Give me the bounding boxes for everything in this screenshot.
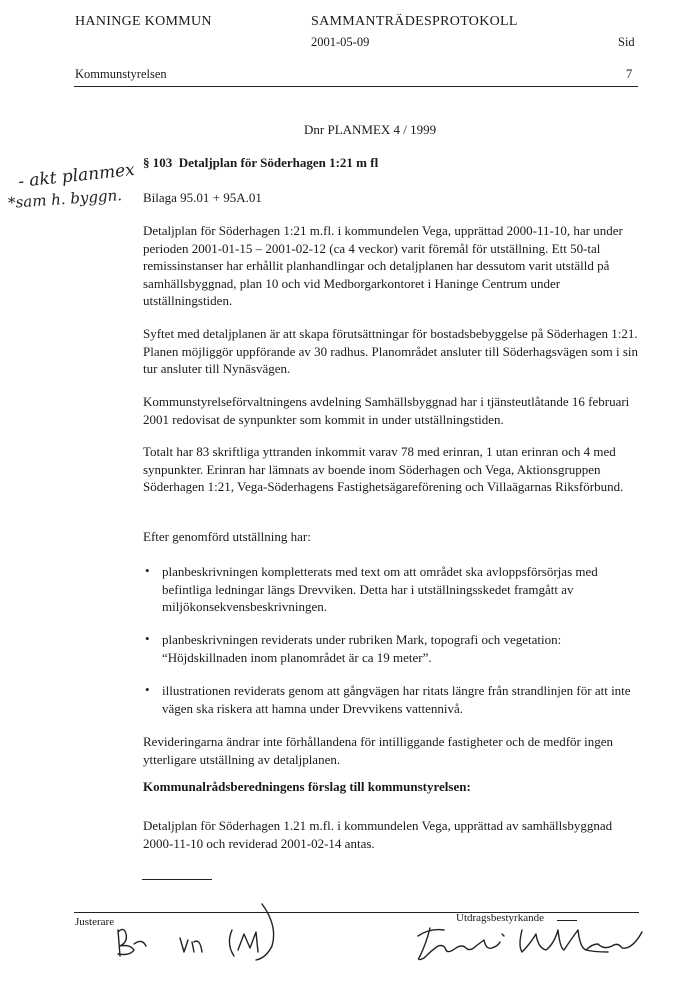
department: Kommunstyrelsen — [75, 67, 167, 81]
paragraph-5: Efter genomförd utställning har: — [143, 529, 311, 544]
proposal-text: Detaljplan för Söderhagen 1.21 m.fl. i kommundelen Vega, upprättad av samhällsbyggnad 2000-11-10 och reviderad 2001-02-14 antas. — [143, 818, 613, 851]
short-divider — [142, 879, 212, 880]
page-number: 7 — [626, 67, 633, 81]
case-reference: Dnr PLANMEX 4 / 1999 — [304, 122, 437, 137]
margin-note-1: - akt planmex — [17, 159, 136, 193]
proposal-heading: Kommunalrådsberedningens förslag till kommunstyrelsen: — [143, 779, 471, 794]
section-number: § 103 — [143, 155, 173, 170]
extract-label-dash — [557, 920, 577, 921]
page-label: Sid — [618, 35, 635, 49]
section-title: Detaljplan för Söderhagen 1:21 m fl — [178, 155, 379, 170]
bullet-dot: • — [145, 631, 150, 646]
paragraph-3: Kommunstyrelseförvaltningens avdelning Samhällsbyggnad har i tjänsteutlåtande 16 februari 2001 redovisat de synpunkter som kommit in under utställningstiden. — [143, 394, 630, 427]
section-heading — [143, 155, 378, 171]
extract-label: Utdragsbestyrkande — [456, 912, 544, 924]
paragraph-after-bullets: Revideringarna ändrar inte förhållandena för intilliggande fastigheter och de medför ingen ytterligare utställning av detaljplanen. — [143, 734, 613, 767]
meeting-date: 2001-05-09 — [311, 35, 370, 49]
bullet-dot: • — [145, 563, 150, 578]
bullet-dot: • — [145, 682, 150, 697]
bullet-item-2: planbeskrivningen reviderats under rubriken Mark, topografi och vegetation: “Höjdskillnaden inom planområdet är ca 19 meter”. — [162, 632, 562, 665]
org-name: HANINGE KOMMUN — [75, 14, 212, 29]
footer-divider — [74, 912, 639, 913]
document-type: SAMMANTRÄDESPROTOKOLL — [311, 14, 518, 29]
paragraph-2: Syftet med detaljplanen är att skapa förutsättningar för bostadsbebyggelse på Söderhagen 1:21. Planen möjliggör uppförande av 30 radhus. Planområdet ansluter till Söderhagsvägen som i sin tur ansluter till Nynäsvägen. — [143, 326, 638, 376]
bullet-item-1: planbeskrivningen kompletterats med text om att området ska avloppsförsörjas med befintliga ledningar längs Drevviken. Detta har i utställningsskedet framgått av miljökonsekvensbeskrivningen. — [162, 564, 598, 614]
justerare-label: Justerare — [75, 916, 115, 928]
margin-note-2: *sam h. byggn. — [7, 186, 123, 212]
paragraph-4: Totalt har 83 skriftliga yttranden inkommit varav 78 med erinran, 1 utan erinran och 4 med synpunkter. Erinran har lämnats av boende inom Söderhagen och Vega, Aktionsgruppen Söderhagen 1:21, Vega-Söderhagens Fastighetsägareförening och Villaägarnas Riksförbund. — [143, 444, 624, 494]
attachment-ref: Bilaga 95.01 + 95A.01 — [143, 190, 262, 205]
bullet-item-3: illustrationen reviderats genom att gångvägen har ritats längre från strandlinjen för att inte vägen ska riskera att hamna under Drevvikens vattennivå. — [162, 683, 631, 716]
header-divider — [74, 86, 638, 87]
paragraph-1: Detaljplan för Söderhagen 1:21 m.fl. i kommundelen Vega, upprättad 2000-11-10, har under perioden 2001-01-15 – 2001-02-12 (ca 4 veckor) varit föremål för utställning. Ett 50-tal remissinstanser har erhållit planhandlingar och detaljplanen har dessutom varit utställd på samhällsbyggnad, plan 10 och vid Medborgarkontoret i Haninge Centrum under utställningstiden. — [143, 223, 623, 308]
